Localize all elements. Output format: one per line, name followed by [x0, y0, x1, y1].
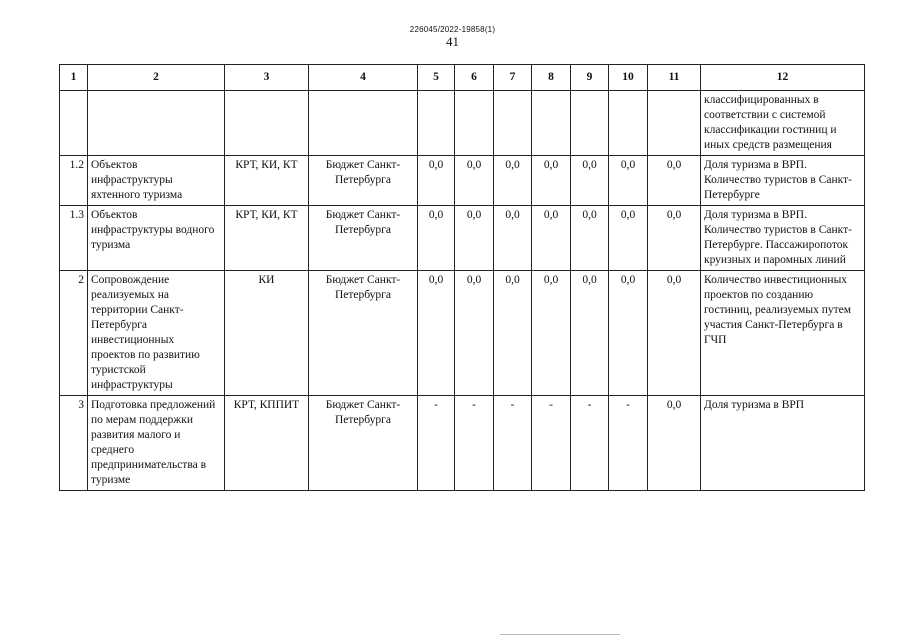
row-number-cell: 2: [60, 271, 88, 396]
value-cell: 0,0: [648, 271, 701, 396]
executor-cell: [225, 91, 309, 156]
measure-name-cell: Сопровождение реализуемых на территории Санкт-Петербурга инвестиционных проектов по развитию туристской инфраструктуры: [88, 271, 225, 396]
indicator-cell: Количество инвестиционных проектов по созданию гостиниц, реализуемых путем участия Санкт-Петербурга в ГЧП: [701, 271, 865, 396]
executor-cell: КРТ, КИ, КТ: [225, 206, 309, 271]
row-number-cell: 1.2: [60, 156, 88, 206]
funding-source-cell: Бюджет Санкт-Петербурга: [309, 206, 418, 271]
indicator-cell: Доля туризма в ВРП. Количество туристов в Санкт-Петербурге: [701, 156, 865, 206]
indicator-cell: Доля туризма в ВРП. Количество туристов в Санкт-Петербурге. Пассажиропоток круизных и паромных линий: [701, 206, 865, 271]
data-table: [59, 64, 865, 491]
indicator-cell: классифицированных в соответствии с системой классификации гостиниц и иных средств размещения: [701, 91, 865, 156]
column-header: 9: [571, 65, 609, 91]
value-cell: 0,0: [571, 271, 609, 396]
value-cell: 0,0: [494, 156, 532, 206]
column-header: 11: [648, 65, 701, 91]
funding-source-cell: Бюджет Санкт-Петербурга: [309, 271, 418, 396]
executor-cell: КИ: [225, 271, 309, 396]
column-header: 1: [60, 65, 88, 91]
value-cell: [571, 91, 609, 156]
measure-name-cell: Подготовка предложений по мерам поддержки развития малого и среднего предпринимательства в туризме: [88, 396, 225, 491]
value-cell: 0,0: [532, 156, 571, 206]
value-cell: 0,0: [455, 206, 494, 271]
column-header: 6: [455, 65, 494, 91]
page-number: 41: [446, 34, 459, 49]
document-id: 226045/2022-19858(1): [409, 25, 496, 34]
value-cell: [455, 91, 494, 156]
value-cell: 0,0: [609, 206, 648, 271]
table-row: [60, 396, 865, 491]
funding-source-cell: [309, 91, 418, 156]
value-cell: 0,0: [532, 271, 571, 396]
value-cell: [609, 91, 648, 156]
value-cell: 0,0: [455, 271, 494, 396]
funding-source-cell: Бюджет Санкт-Петербурга: [309, 396, 418, 491]
value-cell: [648, 91, 701, 156]
row-number-cell: 1.3: [60, 206, 88, 271]
table-row: [60, 206, 865, 271]
value-cell: 0,0: [532, 206, 571, 271]
header-row: [60, 65, 865, 91]
value-cell: -: [571, 396, 609, 491]
value-cell: 0,0: [648, 156, 701, 206]
value-cell: 0,0: [571, 156, 609, 206]
value-cell: 0,0: [571, 206, 609, 271]
column-header: 7: [494, 65, 532, 91]
value-cell: 0,0: [494, 206, 532, 271]
table-row: [60, 91, 865, 156]
column-header: 8: [532, 65, 571, 91]
value-cell: 0,0: [609, 156, 648, 206]
table-row: [60, 271, 865, 396]
value-cell: -: [494, 396, 532, 491]
value-cell: 0,0: [609, 271, 648, 396]
measure-name-cell: [88, 91, 225, 156]
row-number-cell: 3: [60, 396, 88, 491]
value-cell: [418, 91, 455, 156]
executor-cell: КРТ, КИ, КТ: [225, 156, 309, 206]
measure-name-cell: Объектов инфраструктуры водного туризма: [88, 206, 225, 271]
value-cell: [532, 91, 571, 156]
row-number-cell: [60, 91, 88, 156]
scan-artifact-line: [500, 634, 620, 635]
measure-name-cell: Объектов инфраструктуры яхтенного туризма: [88, 156, 225, 206]
value-cell: 0,0: [494, 271, 532, 396]
table-row: [60, 156, 865, 206]
value-cell: 0,0: [455, 156, 494, 206]
value-cell: 0,0: [418, 206, 455, 271]
column-header: 12: [701, 65, 865, 91]
value-cell: -: [609, 396, 648, 491]
value-cell: 0,0: [418, 271, 455, 396]
value-cell: 0,0: [418, 156, 455, 206]
column-header: 10: [609, 65, 648, 91]
value-cell: 0,0: [648, 396, 701, 491]
executor-cell: КРТ, КППИТ: [225, 396, 309, 491]
funding-source-cell: Бюджет Санкт-Петербурга: [309, 156, 418, 206]
column-header: 4: [309, 65, 418, 91]
column-header: 5: [418, 65, 455, 91]
value-cell: 0,0: [648, 206, 701, 271]
value-cell: -: [418, 396, 455, 491]
value-cell: -: [455, 396, 494, 491]
column-header: 2: [88, 65, 225, 91]
value-cell: -: [532, 396, 571, 491]
column-header: 3: [225, 65, 309, 91]
indicator-cell: Доля туризма в ВРП: [701, 396, 865, 491]
value-cell: [494, 91, 532, 156]
